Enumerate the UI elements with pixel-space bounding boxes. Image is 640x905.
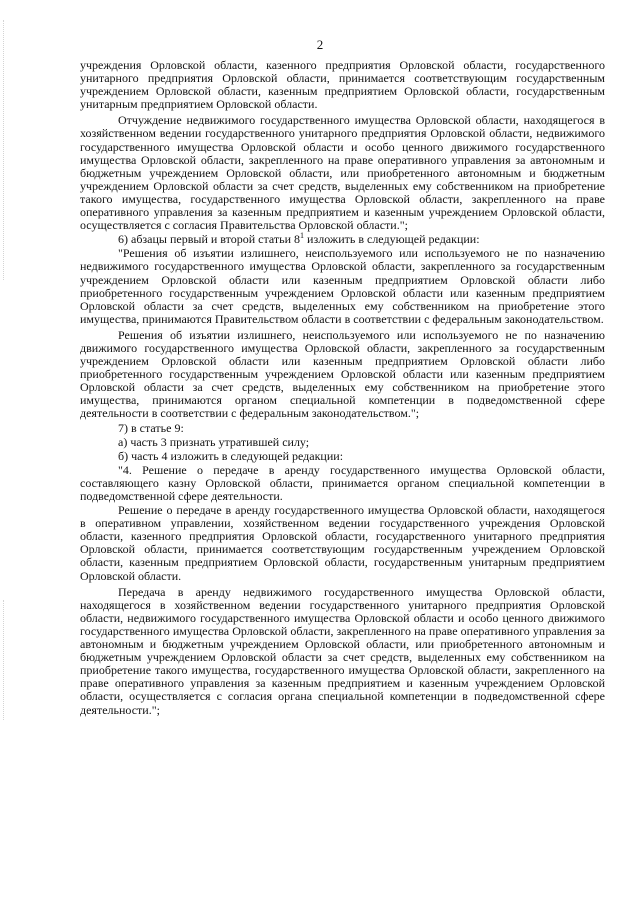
amendment-text: 6) абзацы первый и второй статьи 8	[118, 232, 301, 247]
paragraph-amendment-item: 7) в статье 9:	[118, 420, 184, 435]
paragraph-amendment-item: б) часть 4 изложить в следующей редакции:	[118, 448, 344, 463]
paragraph: учреждения Орловской области, казенного предприятия Орловской области, государственного унитарного предприятия Орловской области, принимается соответствующим государственным учреждением Орловской области, казенным предприятием Орловской области, государственным унитарным предприятием Орловской области.	[80, 58, 605, 112]
page-number: 2	[316, 37, 324, 52]
paragraph: "Решения об изъятии излишнего, неиспользуемого или используемого не по назначению недвижимого государственного имущества Орловской области, закрепленного за государственным учреждением Орловской области или казенным предприятием Орловской области либо приобретенного государственным учреждением Орловской области или казенным предприятием Орловской области за счет средств, выделенных ему собственником на приобретение этого имущества, принимаются Правительством области в соответствии с федеральным законодательством.	[80, 246, 605, 326]
paragraph: Решения об изъятии излишнего, неиспользуемого или используемого не по назначению движимого государственного имущества Орловской области, закрепленного за государственным учреждением Орловской области или казенным предприятием Орловской области либо приобретенного государственным учреждением Орловской области или казенным предприятием Орловской области за счет средств, выделенных ему собственником на приобретение этого имущества, принимаются органом специальной компетенции в подведомственной сфере деятельности в соответствии с федеральным законодательством.";	[80, 327, 605, 421]
paragraph: "4. Решение о передаче в аренду государственного имущества Орловской области, составляющего казну Орловской области, принимается органом специальной компетенции в подведомственной сфере деятельности.	[80, 462, 605, 503]
amendment-text: изложить в следующей редакции:	[304, 232, 480, 247]
scan-margin-marks	[3, 20, 7, 280]
scan-margin-marks	[3, 600, 7, 720]
paragraph-amendment-item	[80, 233, 605, 246]
document-body	[80, 59, 605, 718]
paragraph: Передача в аренду недвижимого государственного имущества Орловской области, находящегося в хозяйственном ведении государственного унитарного предприятия Орловской области, недвижимого государственного имущества Орловской области и особо ценного движимого государственного имущества Орловской области, закрепленного на праве оперативного управления за автономным и бюджетным учреждением Орловской области, или приобретенного автономным и бюджетным учреждением Орловской области за счет средств, выделенных ему собственником на приобретение такого имущества, государственного имущества Орловской области, закрепленного на праве оперативного управления за казенным предприятием и казенным учреждением Орловской области, осуществляется с согласия органа специальной компетенции в подведомственной сфере деятельности.";	[80, 584, 605, 717]
paragraph-amendment-item: а) часть 3 признать утратившей силу;	[118, 434, 310, 449]
superscript: 1	[300, 231, 305, 241]
paragraph: Отчуждение недвижимого государственного имущества Орловской области, находящегося в хозяйственном ведении государственного унитарного предприятия Орловской области, недвижимого государственного имущества Орловской области и особо ценного движимого государственного имущества Орловской области, закрепленного на праве оперативного управления за автономным и бюджетным учреждением Орловской области, или приобретенного автономным и бюджетным учреждением Орловской области за счет средств, выделенных ему собственником на приобретение такого имущества, государственного имущества Орловской области, закрепленного на праве оперативного управления за казенным предприятием и казенным учреждением Орловской области, осуществляется с согласия Правительства Орловской области.";	[80, 113, 605, 233]
paragraph: Решение о передаче в аренду государственного имущества Орловской области, находящегося в оперативном управлении, хозяйственном ведении государственного учреждения Орловской области, казенного предприятия Орловской области, государственного унитарного предприятия Орловской области, принимается соответствующим государственным учреждением Орловской области, казенным предприятием Орловской области, государственным унитарным предприятием Орловской области.	[80, 503, 605, 583]
